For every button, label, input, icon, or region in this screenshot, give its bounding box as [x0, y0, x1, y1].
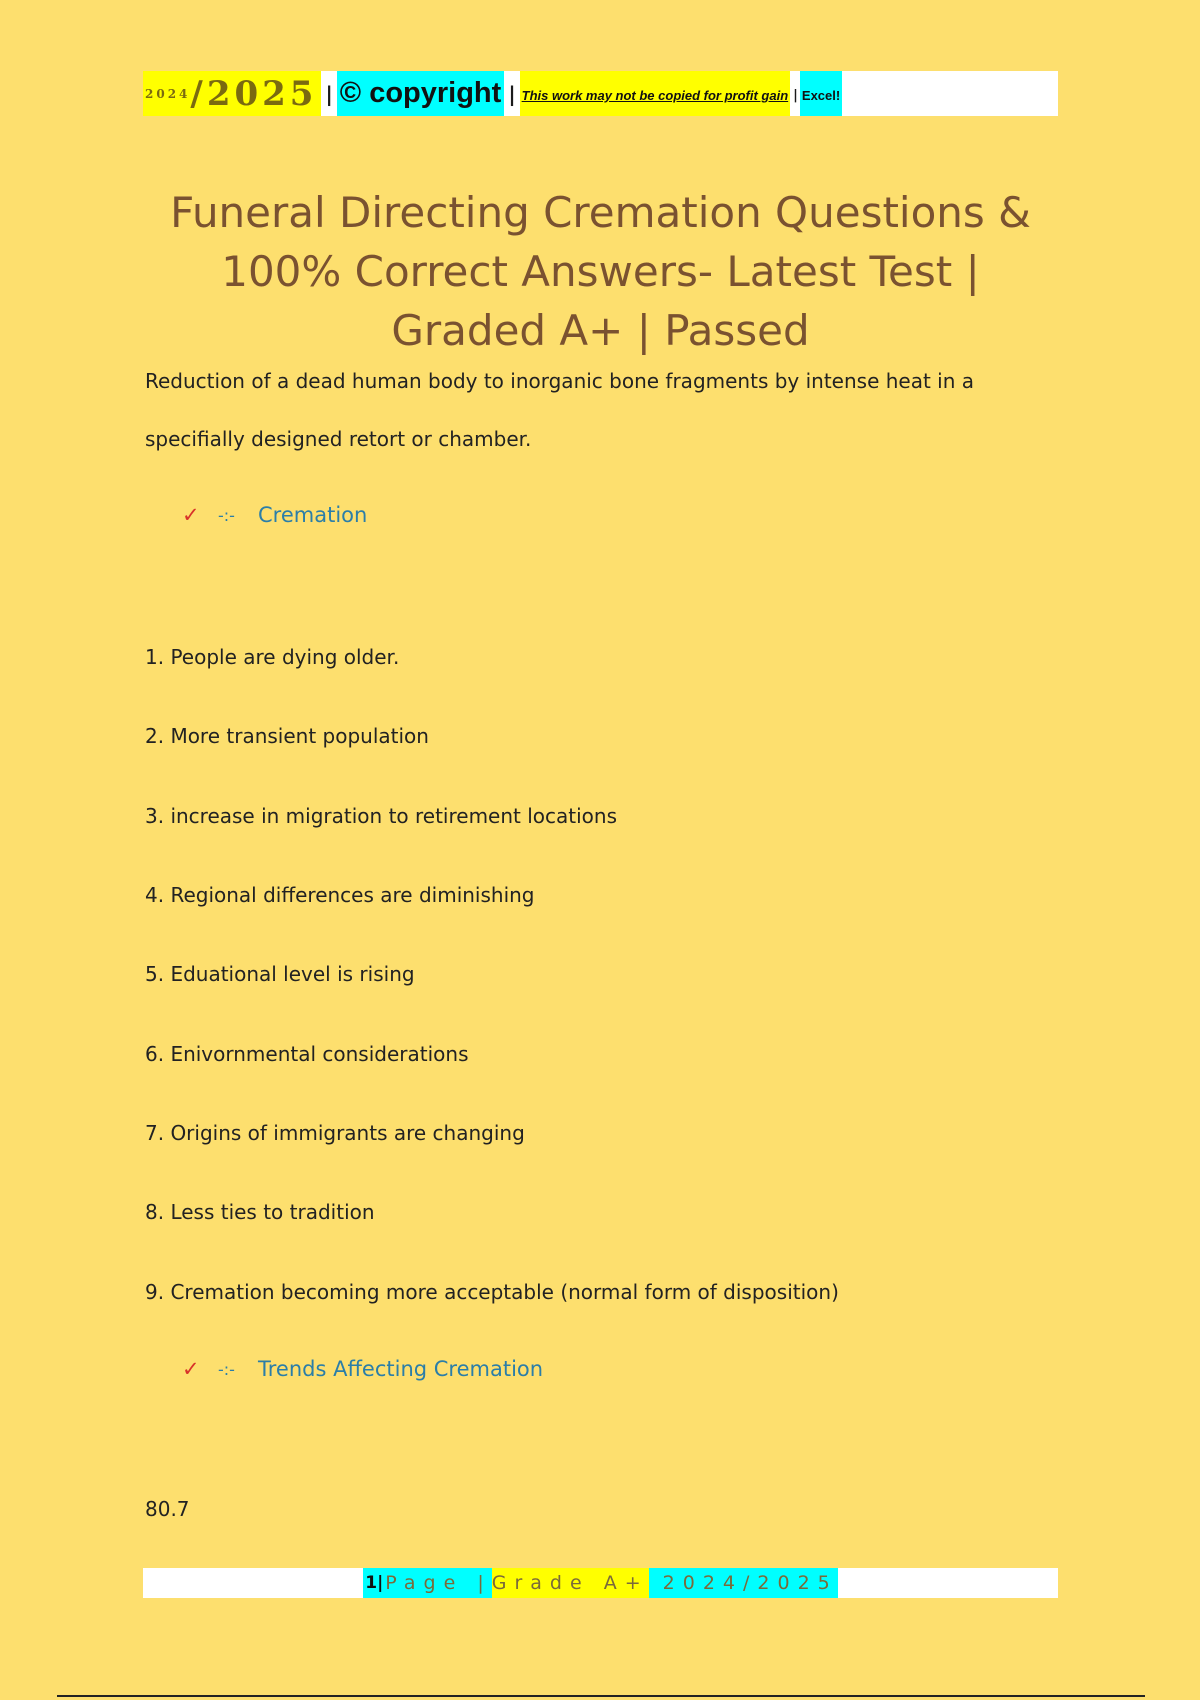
page-number-value: 1 [365, 1573, 378, 1593]
list-item: 2. More transient population [145, 724, 429, 748]
list-item: 7. Origins of immigrants are changing [145, 1121, 525, 1145]
question-1-line-1: Reduction of a dead human body to inorganic bone fragments by intense heat in a [145, 369, 975, 393]
list-item: 5. Eduational level is rising [145, 962, 415, 986]
header-notice: This work may not be copied for profit gain [520, 71, 791, 116]
page-number [363, 1568, 385, 1598]
answer-text: Cremation [258, 503, 368, 527]
list-item: 9. Cremation becoming more acceptable (normal form of disposition) [145, 1280, 839, 1304]
footer-grade: Grade A+ [492, 1568, 649, 1598]
answer-1 [182, 503, 367, 527]
page-footer [143, 1568, 1058, 1598]
footer-page-label: Page | [385, 1568, 491, 1598]
answer-separator: -:- [218, 1359, 235, 1379]
header-banner [143, 71, 1058, 116]
answer-text: Trends Affecting Cremation [258, 1357, 544, 1381]
header-excel: Excel! [800, 71, 842, 116]
list-item: 8. Less ties to tradition [145, 1200, 375, 1224]
checkmark-icon: ✓ [182, 1357, 200, 1381]
bottom-divider [57, 1695, 1145, 1697]
list-item: 4. Regional differences are diminishing [145, 883, 535, 907]
header-copyright: © copyright [337, 71, 505, 116]
list-item: 1. People are dying older. [145, 645, 400, 669]
header-separator-3: | [793, 88, 798, 103]
footer-year: 2024/2025 [649, 1568, 838, 1598]
header-year-small: 2024 [145, 86, 191, 101]
list-item: 6. Enivornmental considerations [145, 1042, 469, 1066]
list-item: 3. increase in migration to retirement locations [145, 804, 618, 828]
checkmark-icon: ✓ [182, 503, 200, 527]
answer-2 [182, 1357, 543, 1381]
footer-separator: | [377, 1573, 384, 1593]
answer-separator: -:- [218, 505, 235, 525]
document-title: Funeral Directing Cremation Questions & 100% Correct Answers- Latest Test | Graded A+ | Passed [170, 188, 1031, 355]
question-3-text: 80.7 [145, 1497, 190, 1521]
header-year-big: /2025 [190, 73, 318, 114]
header-year [143, 71, 321, 116]
header-separator: | [325, 81, 333, 106]
header-separator-2: | [508, 81, 516, 106]
question-1-line-2: specifially designed retort or chamber. [145, 427, 532, 451]
